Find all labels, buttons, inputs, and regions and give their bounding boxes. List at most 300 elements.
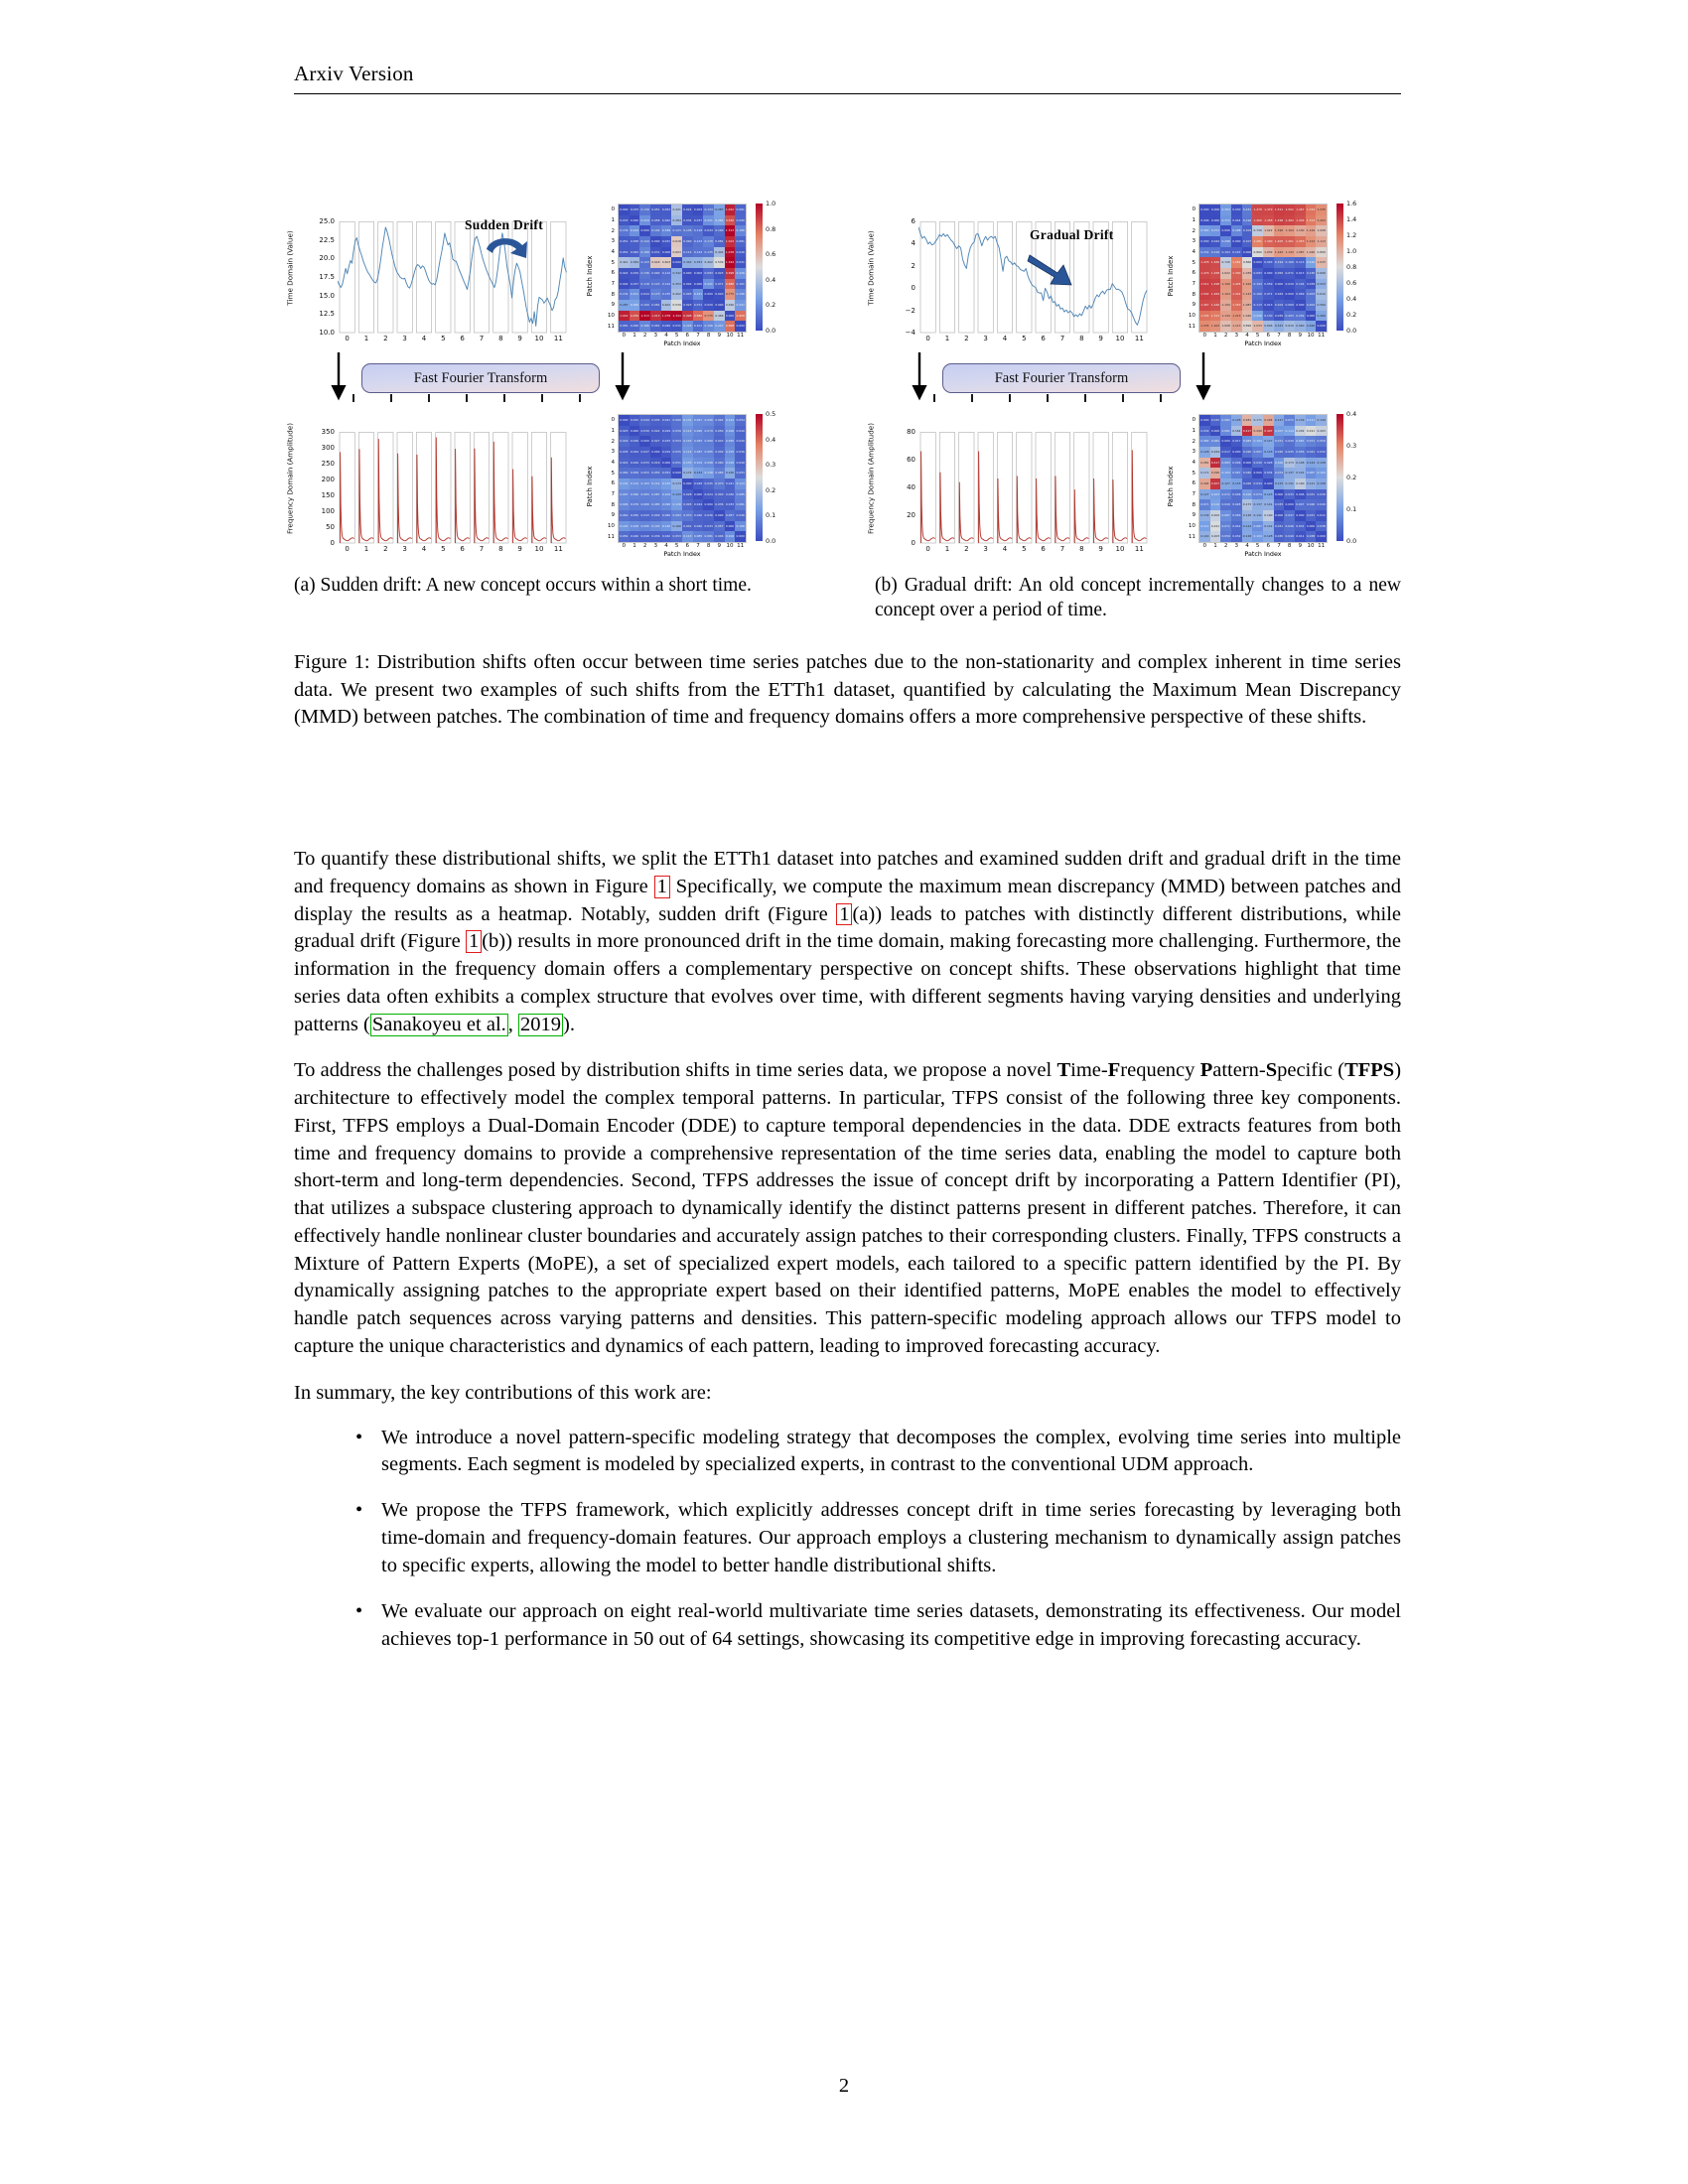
heatmap-cell: 1.479: [1199, 268, 1210, 279]
colorbar-tick: 1.6: [1346, 200, 1357, 207]
heatmap-cell: 0.104: [1295, 279, 1306, 290]
heatmap-cell: 0.085: [693, 531, 704, 542]
heatmap-xlabel: Patch Index: [663, 550, 701, 558]
heatmap-cell: 0.107: [1242, 236, 1253, 247]
heatmap-xtick: 2: [642, 543, 647, 549]
heatmap-cell: 0.006: [1295, 489, 1306, 500]
heatmap-cell: 1.033: [1252, 321, 1263, 332]
p1-seg1: To quantify these distributional shifts, we split the ETTh1 dataset into patches and examined sudden drift and gradual drift in the time and frequency domains as shown in Figure: [294, 848, 1401, 897]
heatmap-cell: 0.224: [630, 225, 640, 236]
heatmap-cell: 0.104: [1252, 531, 1263, 542]
heatmap-xtick: 9: [1298, 543, 1303, 549]
figure-ref-1[interactable]: 1: [654, 876, 670, 898]
heatmap-cell: 1.078: [661, 311, 672, 322]
colorbar-tick: 0.8: [766, 224, 776, 233]
heatmap-cell: 0.036: [650, 531, 661, 542]
heatmap-cell: 0.203: [1210, 531, 1221, 542]
heatmap-cell: 0.033: [1284, 489, 1295, 500]
heatmap-cell: 0.141: [1284, 478, 1295, 489]
figure-ref-3[interactable]: 1: [466, 930, 482, 953]
heatmap-cell: 0.070: [682, 510, 693, 521]
heatmap-cell: 0.231: [1242, 205, 1253, 215]
heatmap-cell: 0.560: [1316, 300, 1327, 311]
heatmap-cell: 0.000: [693, 489, 704, 500]
heatmap-cell: 0.041: [682, 521, 693, 532]
heatmap-cell: 0.067: [1252, 447, 1263, 458]
heatmap-cell: 0.097: [619, 489, 630, 500]
heatmap-cell: 0.221: [693, 289, 704, 300]
chart-ytick: 0: [330, 539, 335, 547]
heatmap-ylabel: Patch Index: [1167, 255, 1175, 297]
heatmap-cell: 0.000: [1210, 426, 1221, 437]
colorbar-tick: 0.1: [1346, 505, 1357, 513]
heatmap-cell: 0.079: [703, 426, 714, 437]
chart-ytick: 10.0: [319, 329, 335, 337]
chart-ytick: 0: [911, 539, 915, 547]
chart-xtick: 4: [421, 335, 427, 342]
heatmap-cell: 0.130: [671, 499, 682, 510]
heatmap-cell: 0.936: [725, 215, 736, 226]
heatmap-cell: 1.502: [1199, 289, 1210, 300]
heatmap-cell: 0.190: [1263, 510, 1274, 521]
heatmap-cell: 0.045: [1284, 447, 1295, 458]
heatmap-cell: 0.203: [1284, 311, 1295, 322]
panel-b-time-chart: [866, 204, 1149, 342]
figure-ref-2[interactable]: 1: [836, 903, 852, 926]
heatmap-cell: 0.130: [1263, 311, 1274, 322]
chart-xtick: 4: [1002, 545, 1008, 553]
heatmap-cell: 0.000: [714, 510, 725, 521]
heatmap-cell: 0.202: [1295, 426, 1306, 437]
heatmap-cell: 0.775: [703, 311, 714, 322]
heatmap-cell: 0.118: [1263, 447, 1274, 458]
heatmap-xtick: 3: [653, 543, 658, 549]
heatmap-cell: 0.139: [619, 225, 630, 236]
heatmap-cell: 0.371: [1210, 225, 1221, 236]
heatmap-cell: 0.027: [639, 447, 650, 458]
heatmap-cell: 0.523: [1316, 279, 1327, 290]
heatmap-cell: 1.281: [1252, 236, 1263, 247]
heatmap-cell: 1.344: [725, 257, 736, 268]
chart-xtick: 2: [964, 335, 969, 342]
heatmap-cell: 1.478: [1252, 205, 1263, 215]
chart-xtick: 3: [402, 335, 407, 342]
heatmap-cell: 0.173: [1242, 499, 1253, 510]
heatmap-ytick: 5: [1192, 259, 1196, 266]
contributions-list: [294, 1425, 1401, 1654]
bullet-glyph: •: [355, 1599, 363, 1622]
chart-xtick: 8: [498, 335, 503, 342]
heatmap-cell: 0.049: [714, 447, 725, 458]
heatmap-cell: 0.103: [639, 478, 650, 489]
heatmap-cell: 0.040: [725, 489, 736, 500]
heatmap-cell: 0.128: [1199, 447, 1210, 458]
heatmap-cell: 0.104: [1242, 225, 1253, 236]
heatmap-cell: 0.032: [1231, 531, 1242, 542]
heatmap-cell: 0.139: [1295, 415, 1306, 426]
heatmap-cell: 0.081: [1220, 426, 1231, 437]
heatmap-cell: 0.033: [639, 458, 650, 469]
heatmap-a-bottom-grid: [607, 414, 747, 558]
heatmap-cell: 0.087: [693, 447, 704, 458]
heatmap-ytick: 2: [1192, 438, 1196, 445]
heatmap-xtick: 8: [1287, 333, 1292, 339]
heatmap-cell: 1.446: [1295, 215, 1306, 226]
heatmap-cell: 0.000: [1306, 311, 1317, 322]
chart-ytick: 300: [321, 444, 335, 452]
heatmap-cell: 0.144: [650, 225, 661, 236]
heatmap-cell: 0.041: [619, 458, 630, 469]
heatmap-cell: 0.118: [1231, 478, 1242, 489]
heatmap-cell: 0.047: [1284, 510, 1295, 521]
heatmap-cell: 0.100: [1274, 458, 1285, 469]
heatmap-cell: 0.196: [703, 321, 714, 332]
chart-xtick: 1: [944, 545, 950, 553]
heatmap-cell: 0.466: [1306, 321, 1317, 332]
heatmap-cell: 0.111: [1199, 521, 1210, 532]
chart-xtick: 8: [498, 545, 503, 553]
body-text: [294, 846, 1401, 1672]
heatmap-xtick: 0: [622, 333, 627, 339]
heatmap-cell: 0.082: [1199, 436, 1210, 447]
heatmap-cell: 0.095: [639, 521, 650, 532]
colorbar-tick: 1.4: [1346, 215, 1357, 223]
heatmap-cell: 0.402: [661, 300, 672, 311]
heatmap-cell: 0.081: [714, 236, 725, 247]
heatmap-ytick: 6: [611, 480, 615, 487]
chart-ytick: 22.5: [319, 235, 335, 244]
heatmap-cell: 0.071: [1220, 489, 1231, 500]
heatmap-xtick: 8: [1287, 543, 1292, 549]
chart-xtick: 6: [1041, 335, 1046, 342]
heatmap-cell: 0.426: [1306, 257, 1317, 268]
heatmap-cell: 0.000: [1284, 289, 1295, 300]
p2-bold-tfps: TFPS: [1344, 1059, 1395, 1082]
heatmap-cell: 1.313: [725, 225, 736, 236]
p2-bold-s: S: [1265, 1059, 1278, 1082]
heatmap-cell: 1.087: [1295, 247, 1306, 258]
chart-xtick: 9: [517, 545, 522, 553]
chart-xtick: 4: [1002, 335, 1008, 342]
heatmap-cell: 0.017: [1231, 436, 1242, 447]
heatmap-cell: 0.407: [1263, 426, 1274, 437]
heatmap-cell: 0.080: [703, 436, 714, 447]
chart-ytick: 250: [321, 460, 335, 468]
chart-xtick: 10: [534, 335, 544, 342]
heatmap-cell: 1.235: [1199, 321, 1210, 332]
heatmap-cell: 0.024: [682, 205, 693, 215]
heatmap-cell: 0.606: [1316, 268, 1327, 279]
heatmap-xtick: 11: [1318, 543, 1326, 549]
heatmap-cell: 0.124: [693, 247, 704, 258]
heatmap-cell: 0.082: [1220, 415, 1231, 426]
heatmap-cell: 1.022: [1220, 268, 1231, 279]
heatmap-cell: 1.078: [725, 247, 736, 258]
heatmap-ytick: 9: [611, 512, 615, 519]
colorbar-tick: 0.2: [1346, 311, 1357, 319]
heatmap-xtick: 7: [1277, 543, 1281, 549]
heatmap-cell: 0.726: [1252, 225, 1263, 236]
heatmap-cell: 0.186: [639, 321, 650, 332]
heatmap-cell: 0.031: [1295, 521, 1306, 532]
heatmap-cell: 0.000: [1199, 205, 1210, 215]
chart-xtick: 0: [345, 545, 350, 553]
heatmap-cell: 0.034: [682, 215, 693, 226]
heatmap-xtick: 7: [696, 543, 700, 549]
chart-ytick: 150: [321, 491, 335, 499]
heatmap-cell: 0.011: [1316, 510, 1327, 521]
heatmap-cell: 0.049: [650, 510, 661, 521]
heatmap-cell: 0.106: [725, 531, 736, 542]
heatmap-cell: 0.058: [650, 215, 661, 226]
paragraph-2: [294, 1057, 1401, 1360]
heatmap-cell: 0.051: [661, 468, 672, 478]
heatmap-cell: 0.087: [650, 489, 661, 500]
heatmap-cell: 0.046: [1242, 447, 1253, 458]
heatmap-cell: 0.107: [1231, 247, 1242, 258]
chart-xtick: 8: [1079, 545, 1084, 553]
heatmap-cell: 1.042: [725, 205, 736, 215]
heatmap-ytick: 10: [1188, 313, 1196, 319]
heatmap-cell: 0.034: [1263, 468, 1274, 478]
colorbar-tick: 0.0: [766, 327, 776, 335]
heatmap-cell: 1.484: [1284, 215, 1295, 226]
heatmap-xtick: 9: [717, 333, 722, 339]
heatmap-cell: 0.135: [703, 247, 714, 258]
heatmap-cell: 0.093: [1263, 257, 1274, 268]
heatmap-cell: 0.143: [693, 468, 704, 478]
heatmap-cell: 0.203: [1316, 426, 1327, 437]
heatmap-cell: 0.085: [650, 499, 661, 510]
heatmap-cell: 0.090: [630, 489, 640, 500]
heatmap-xtick: 7: [1277, 333, 1281, 339]
heatmap-cell: 0.860: [1242, 257, 1253, 268]
heatmap-cell: 0.000: [682, 478, 693, 489]
p2-seg4: attern-: [1212, 1059, 1266, 1082]
heatmap-cell: 0.053: [735, 468, 746, 478]
heatmap-cell: 0.140: [1316, 415, 1327, 426]
heatmap-cell: 0.030: [1274, 531, 1285, 542]
heatmap-cell: 0.038: [1316, 521, 1327, 532]
chart-xtick: 2: [383, 545, 388, 553]
heatmap-xtick: 2: [1223, 333, 1228, 339]
heatmap-cell: 1.446: [1210, 300, 1221, 311]
heatmap-cell: 0.020: [714, 289, 725, 300]
heatmap-cell: 0.047: [1295, 499, 1306, 510]
heatmap-cell: 0.287: [714, 205, 725, 215]
heatmap-cell: 1.458: [1263, 215, 1274, 226]
heatmap-cell: 0.041: [1231, 521, 1242, 532]
chart-xtick: 1: [363, 545, 369, 553]
heatmap-cell: 0.221: [703, 215, 714, 226]
heatmap-xtick: 3: [1234, 543, 1239, 549]
heatmap-cell: 0.071: [693, 300, 704, 311]
heatmap-ytick: 1: [1192, 428, 1196, 434]
heatmap-cell: 0.004: [619, 279, 630, 290]
heatmap-cell: 0.040: [1242, 468, 1253, 478]
heatmap-cell: 0.031: [661, 236, 672, 247]
heatmap-ytick: 3: [611, 449, 615, 456]
heatmap-cell: 0.081: [735, 499, 746, 510]
heatmap-cell: 0.096: [703, 415, 714, 426]
heatmap-cell: 0.224: [639, 215, 650, 226]
heatmap-xtick: 6: [1266, 543, 1271, 549]
heatmap-cell: 0.294: [1199, 478, 1210, 489]
chart-xtick: 5: [441, 545, 446, 553]
heatmap-cell: 1.334: [1306, 205, 1317, 215]
heatmap-ytick: 8: [1192, 501, 1196, 508]
heatmap-cell: 1.008: [1220, 321, 1231, 332]
heatmap-cell: 0.203: [1306, 289, 1317, 300]
heatmap-xtick: 8: [706, 543, 711, 549]
heatmap-ytick: 5: [611, 259, 615, 266]
heatmap-cell: 0.030: [630, 436, 640, 447]
heatmap-cell: 1.498: [1210, 279, 1221, 290]
heatmap-cell: 1.313: [1306, 215, 1317, 226]
heatmap-cell: 0.071: [1263, 289, 1274, 300]
heatmap-cell: 0.032: [1199, 426, 1210, 437]
heatmap-cell: 0.081: [1210, 436, 1221, 447]
heatmap-cell: 0.083: [693, 436, 704, 447]
heatmap-cell: 0.040: [1316, 499, 1327, 510]
chart-b-freq: [907, 428, 1149, 553]
heatmap-cell: 0.040: [693, 510, 704, 521]
heatmap-cell: 0.054: [735, 415, 746, 426]
heatmap-cell: 0.059: [1263, 279, 1274, 290]
contribution-text: We evaluate our approach on eight real-world multivariate time series datasets, demonstrating its effectiveness. Our model achieves top-1 performance in 50 out of 64 settings, showcasing its competitive edge in improving forecasting accuracy.: [381, 1599, 1401, 1650]
heatmap-cell: 1.022: [1263, 225, 1274, 236]
heatmap-cell: 0.114: [650, 478, 661, 489]
heatmap-cell: 0.560: [1295, 321, 1306, 332]
heatmap-cell: 0.194: [1274, 257, 1285, 268]
panel-b-heatmap-bottom: [1167, 410, 1357, 559]
chart-ytick: 200: [321, 476, 335, 483]
chart-xtick: 0: [925, 545, 930, 553]
heatmap-cell: 0.104: [1274, 300, 1285, 311]
heatmap-cell: 1.033: [1316, 257, 1327, 268]
bullet-glyph: •: [355, 1499, 363, 1522]
contribution-text: We propose the TFPS framework, which explicitly addresses concept drift in time series forecasting by leveraging both time-domain and frequency-domain features. Our approach employs a clustering mechanism to dynamically assign patches to specific experts, allowing the model to better handle distributional shifts.: [381, 1499, 1401, 1577]
chart-xtick: 7: [1059, 335, 1065, 342]
chart-ytick: 4: [911, 239, 915, 248]
heatmap-cell: 0.050: [630, 510, 640, 521]
heatmap-cell: 0.024: [619, 268, 630, 279]
heatmap-cell: 0.071: [1199, 499, 1210, 510]
heatmap-cell: 0.131: [619, 478, 630, 489]
heatmap-cell: 0.071: [1306, 436, 1317, 447]
heatmap-cell: 1.144: [1220, 311, 1231, 322]
heatmap-cell: 0.393: [1199, 225, 1210, 236]
heatmap-ytick: 3: [1192, 449, 1196, 456]
heatmap-cell: 0.049: [1220, 499, 1231, 510]
chart-xtick: 4: [421, 545, 427, 553]
heatmap-cell: 0.112: [682, 426, 693, 437]
heatmap-cell: 0.231: [1199, 247, 1210, 258]
heatmap-b-top-colorbar: [1336, 200, 1357, 335]
heatmap-cell: 0.024: [630, 447, 640, 458]
heatmap-cell: 0.000: [1252, 468, 1263, 478]
heatmap-cell: 0.139: [639, 205, 650, 215]
heatmap-cell: 0.137: [1252, 499, 1263, 510]
heatmap-cell: 0.017: [1220, 447, 1231, 458]
heatmap-cell: 0.024: [650, 426, 661, 437]
citation-year-link[interactable]: 2019: [520, 1013, 562, 1035]
heatmap-cell: 0.000: [1252, 257, 1263, 268]
heatmap-cell: 0.038: [1306, 531, 1317, 542]
heatmap-xtick: 11: [737, 333, 745, 339]
heatmap-cell: 0.074: [1274, 468, 1285, 478]
heatmap-cell: 0.057: [714, 521, 725, 532]
panel-b-fft-box: [942, 363, 1181, 393]
heatmap-cell: 1.401: [1231, 289, 1242, 300]
heatmap-cell: 0.040: [1284, 531, 1295, 542]
heatmap-cell: 0.186: [735, 225, 746, 236]
heatmap-cell: 0.090: [682, 236, 693, 247]
heatmap-cell: 0.000: [639, 436, 650, 447]
heatmap-cell: 0.039: [1274, 311, 1285, 322]
heatmap-cell: 0.000: [671, 468, 682, 478]
p2-bold-p: P: [1199, 1059, 1213, 1082]
chart-ytick: 20: [907, 511, 915, 519]
heatmap-cell: 0.466: [725, 300, 736, 311]
panel-b-heatmap-top: [1167, 200, 1357, 348]
heatmap-ytick: 1: [611, 217, 615, 223]
heatmap-cell: 0.104: [1220, 247, 1231, 258]
chart-xtick: 7: [479, 545, 485, 553]
heatmap-xtick: 11: [1318, 333, 1326, 339]
heatmap-cell: 0.081: [650, 300, 661, 311]
heatmap-cell: 0.085: [735, 489, 746, 500]
heatmap-cell: 0.000: [661, 247, 672, 258]
heatmap-cell: 0.028: [682, 489, 693, 500]
heatmap-cell: 0.113: [735, 478, 746, 489]
heatmap-cell: 0.059: [1316, 436, 1327, 447]
heatmap-ytick: 6: [1192, 480, 1196, 487]
heatmap-cell: 1.164: [1220, 289, 1231, 300]
heatmap-cell: 0.095: [725, 436, 736, 447]
heatmap-cell: 0.045: [1231, 499, 1242, 510]
citation-author-link[interactable]: Sanakoyeu et al.: [371, 1013, 506, 1035]
heatmap-cell: 0.113: [1295, 257, 1306, 268]
page-number: 2: [838, 2075, 850, 2097]
heatmap-a-top-grid: [607, 204, 747, 347]
figure-panel-a: [285, 200, 820, 559]
heatmap-cell: 0.610: [1316, 289, 1327, 300]
heatmap-b-bottom-grid: [1188, 414, 1328, 558]
heatmap-cell: 1.100: [1220, 300, 1231, 311]
heatmap-cell: 0.079: [630, 499, 640, 510]
heatmap-cell: 0.888: [725, 279, 736, 290]
heatmap-cell: 0.127: [1220, 478, 1231, 489]
heatmap-ytick: 10: [607, 313, 615, 319]
p2-seg5: pecific (: [1277, 1059, 1345, 1082]
heatmap-cell: 0.135: [661, 289, 672, 300]
heatmap-cell: 0.523: [1274, 321, 1285, 332]
heatmap-cell: 0.189: [661, 225, 672, 236]
heatmap-cell: 0.104: [1220, 468, 1231, 478]
heatmap-cell: 0.040: [639, 531, 650, 542]
heatmap-cell: 1.405: [1274, 236, 1285, 247]
heatmap-xtick: 10: [726, 543, 734, 549]
heatmap-cell: 0.080: [639, 499, 650, 510]
panel-a-time-chart: [285, 204, 568, 342]
heatmap-cell: 1.013: [725, 236, 736, 247]
heatmap-cell: 0.040: [1252, 458, 1263, 469]
heatmap-cell: 0.057: [725, 510, 736, 521]
heatmap-cell: 0.011: [1295, 531, 1306, 542]
heatmap-ytick: 1: [1192, 217, 1196, 223]
heatmap-cell: 0.049: [619, 436, 630, 447]
